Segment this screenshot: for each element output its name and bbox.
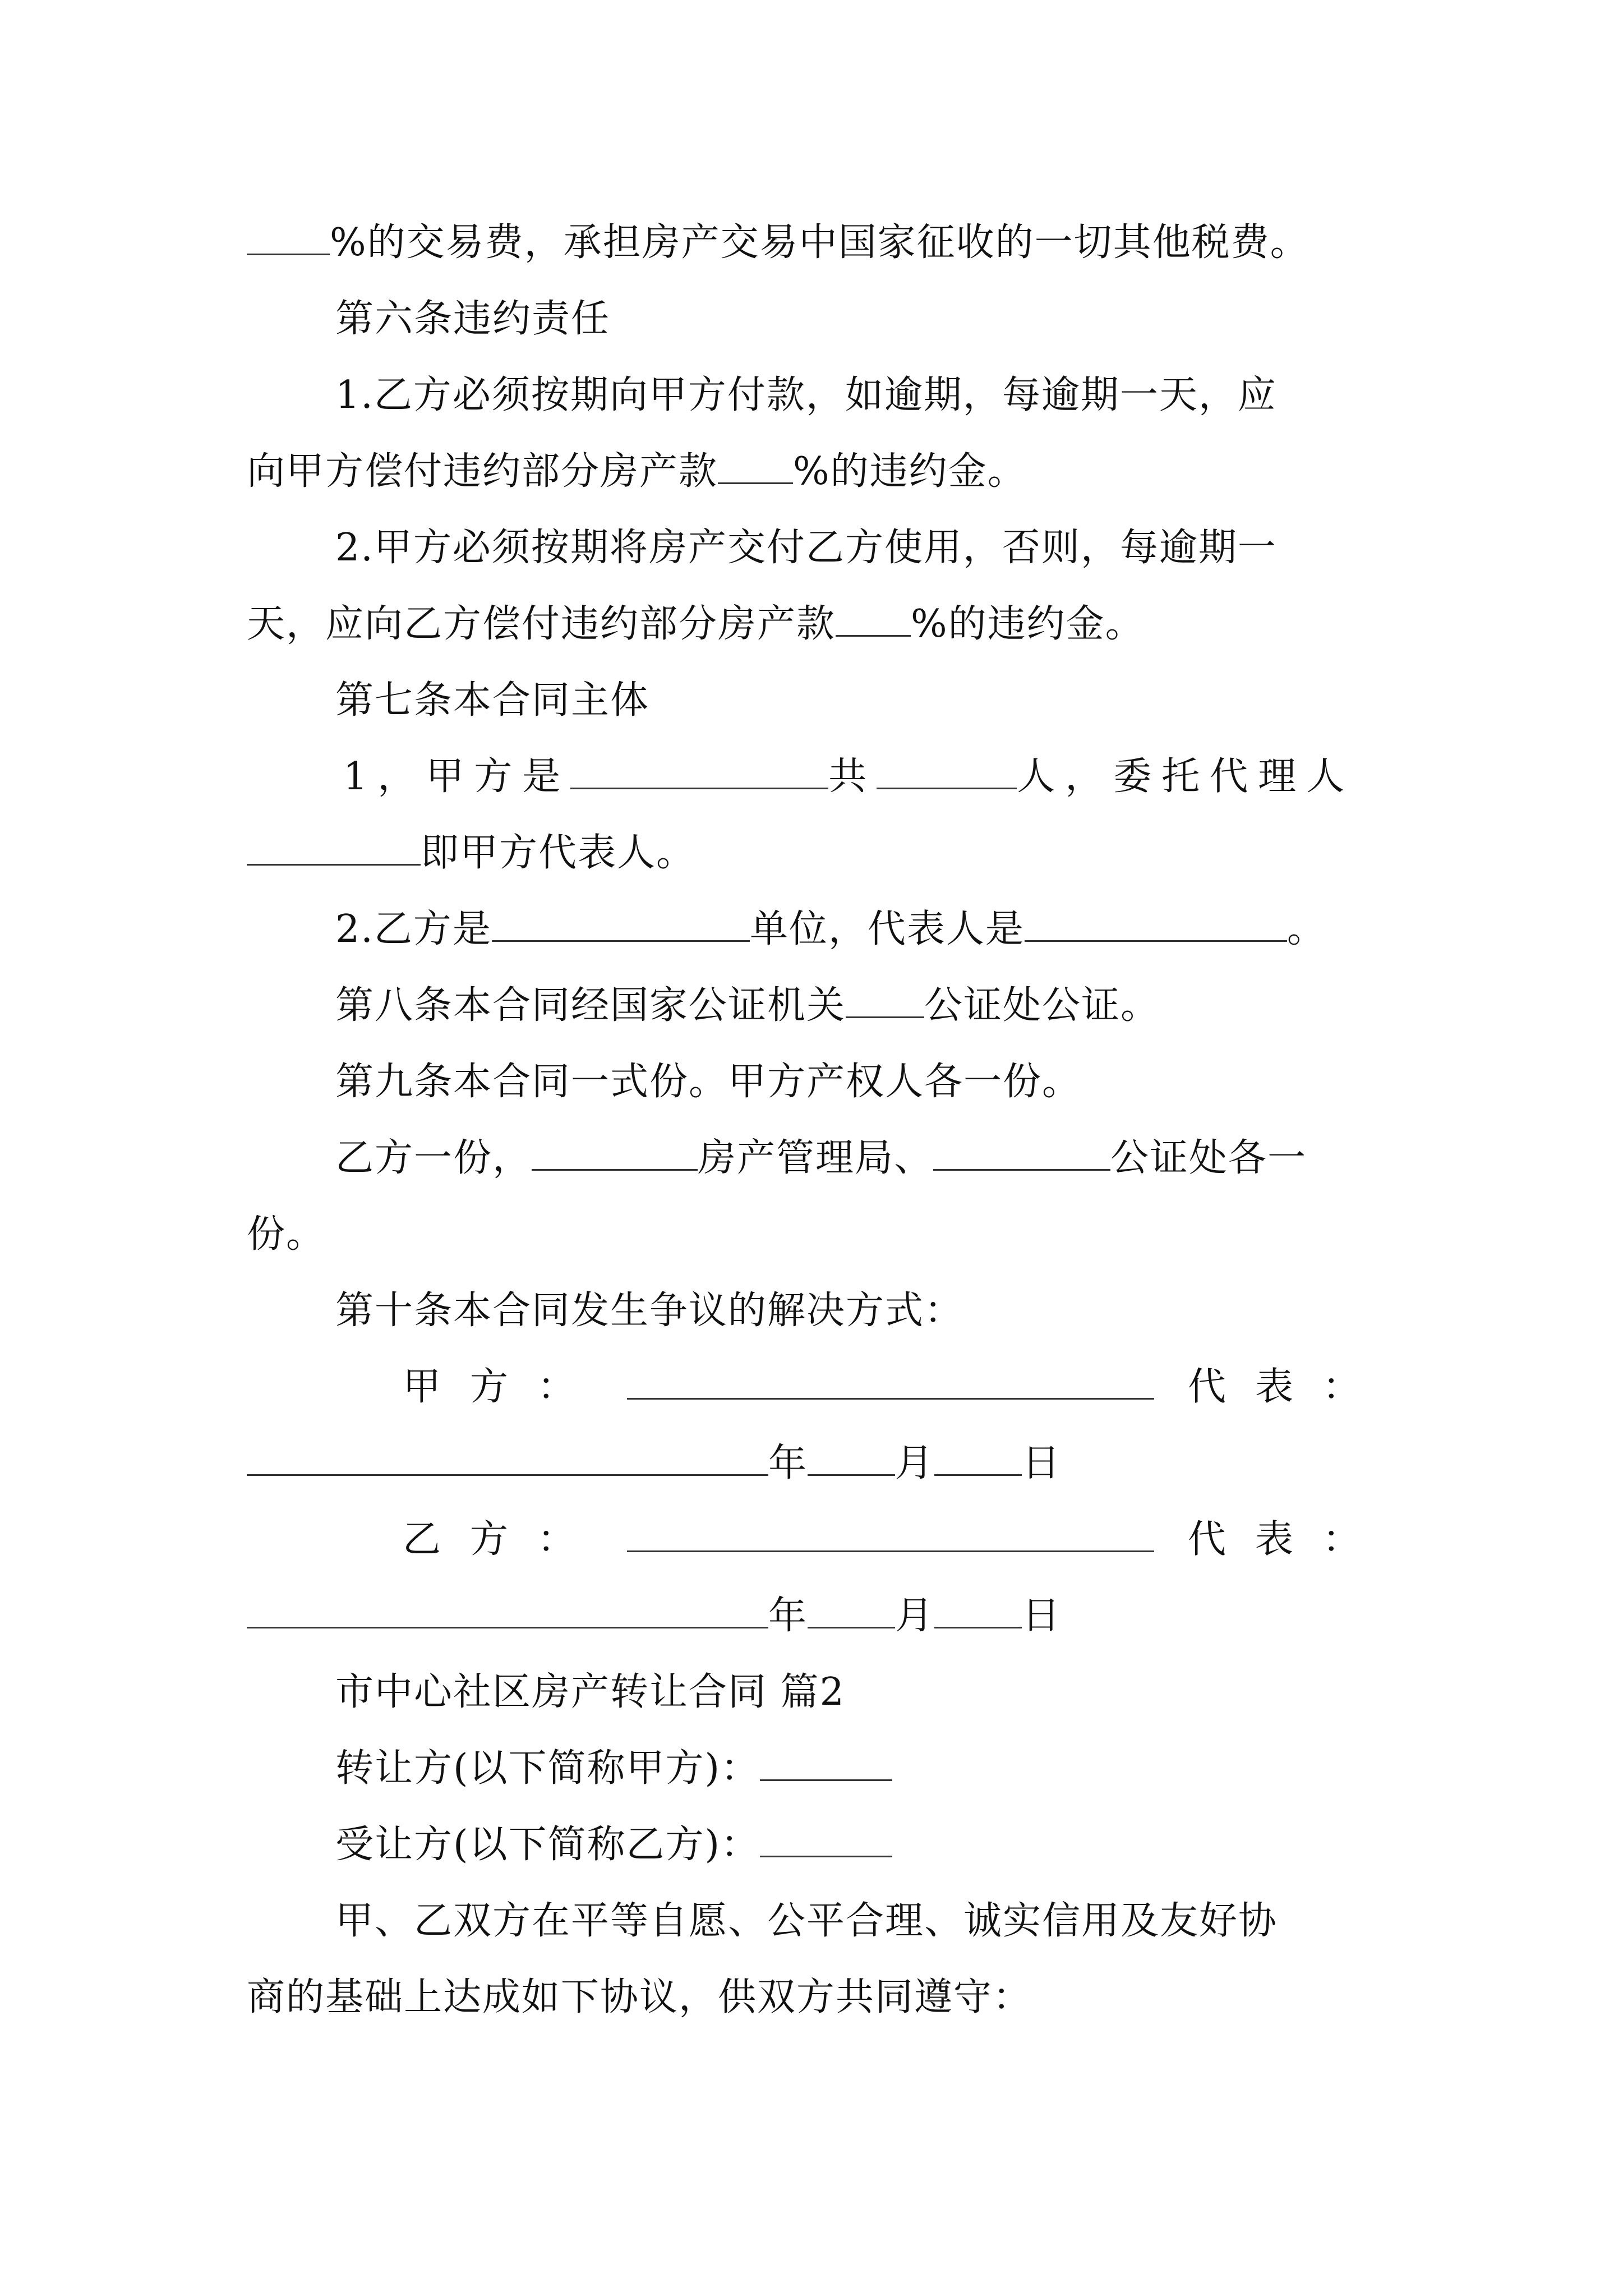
day-label: 日 <box>1022 1594 1062 1638</box>
fill-in-blank <box>877 753 1017 789</box>
representative-label: 代表： <box>1188 1365 1390 1409</box>
text-line <box>247 828 695 878</box>
fill-in-blank <box>627 1516 1154 1552</box>
text-segment: 单位，代表人是 <box>749 907 1025 951</box>
section-heading: 第七条本合同主体 <box>335 678 650 723</box>
text-segment: 乙方一份， <box>335 1136 532 1180</box>
party-a-label: 甲方： <box>403 1365 605 1409</box>
section-heading: 第十条本合同发生争议的解决方式： <box>335 1289 964 1333</box>
date-line <box>247 1591 1061 1641</box>
text-segment: 向甲方偿付违约部分房产款 <box>247 449 718 494</box>
signature-blank-line <box>627 1362 1154 1412</box>
fill-in-blank <box>760 1745 892 1781</box>
fill-in-blank <box>836 600 911 637</box>
text-line: 甲、乙双方在平等自愿、公平合理、诚实信用及友好协 <box>335 1899 1278 1943</box>
text-line <box>343 752 1354 802</box>
fill-in-blank <box>570 753 828 789</box>
text-segment: 天，应向乙方偿付违约部分房产款 <box>247 602 836 646</box>
fill-in-blank <box>718 448 793 484</box>
fill-in-blank <box>760 1821 892 1857</box>
day-label: 日 <box>1022 1441 1062 1485</box>
party-b-label: 乙方： <box>403 1517 605 1562</box>
representative-label-line <box>1188 1362 1390 1412</box>
text-segment: 公证处公证。 <box>924 983 1160 1028</box>
signature-line <box>403 1362 605 1412</box>
fill-in-blank <box>934 1592 1022 1628</box>
fill-in-blank <box>627 1363 1154 1400</box>
text-line <box>335 1133 1307 1184</box>
text-line: 1.乙方必须按期向甲方付款，如逾期，每逾期一天，应 <box>335 373 1277 417</box>
year-label: 年 <box>768 1594 808 1638</box>
fill-in-blank <box>492 905 750 942</box>
text-segment: 公证处各一 <box>1110 1136 1307 1180</box>
fill-in-blank <box>247 1592 768 1628</box>
text-line <box>247 599 1145 650</box>
text-line <box>247 447 1027 497</box>
text-line: 第九条本合同一式份。甲方产权人各一份。 <box>335 1060 1082 1104</box>
signature-line <box>403 1515 605 1565</box>
section-heading: 第六条违约责任 <box>335 297 611 341</box>
text-segment: 即甲方代表人。 <box>421 831 696 875</box>
year-label: 年 <box>768 1441 808 1485</box>
text-line: 商的基础上达成如下协议，供双方共同遵守： <box>247 1975 1032 2019</box>
text-segment: 房产管理局、 <box>698 1136 934 1180</box>
transferor-label: 转让方(以下简称甲方)： <box>335 1746 760 1791</box>
text-segment: %的交易费，承担房产交易中国家征收的一切其他税费。 <box>330 220 1310 265</box>
text-line <box>335 1743 892 1794</box>
text-segment: %的违约金。 <box>911 602 1145 646</box>
fill-in-blank <box>808 1439 895 1476</box>
text-segment: 人，委托代理人 <box>1017 754 1355 799</box>
text-segment: 2.乙方是 <box>335 907 492 951</box>
representative-label: 代表： <box>1188 1517 1390 1562</box>
date-line <box>247 1438 1061 1489</box>
document-subtitle: 市中心社区房产转让合同 篇2 <box>335 1670 845 1714</box>
text-line <box>335 1820 892 1870</box>
fill-in-blank <box>532 1134 698 1171</box>
text-line <box>335 981 1160 1031</box>
fill-in-blank <box>1025 905 1287 942</box>
text-segment: 。 <box>1287 907 1326 951</box>
representative-label-line <box>1188 1515 1390 1565</box>
text-line: 份。 <box>247 1212 326 1257</box>
text-segment: 第八条本合同经国家公证机关 <box>335 983 846 1028</box>
transferee-label: 受让方(以下简称乙方)： <box>335 1823 760 1867</box>
signature-blank-line <box>627 1515 1154 1565</box>
month-label: 月 <box>895 1441 935 1485</box>
text-line <box>335 904 1326 955</box>
text-segment: %的违约金。 <box>793 449 1027 494</box>
text-segment: 1，甲方是 <box>343 754 571 799</box>
text-line: 2.甲方必须按期将房产交付乙方使用，否则，每逾期一 <box>335 526 1277 570</box>
fill-in-blank <box>933 1134 1110 1171</box>
text-segment: 共 <box>828 754 877 799</box>
fill-in-blank <box>934 1439 1022 1476</box>
text-line <box>247 218 1310 268</box>
fill-in-blank <box>247 1439 768 1476</box>
fill-in-blank <box>247 219 330 255</box>
month-label: 月 <box>895 1594 935 1638</box>
fill-in-blank <box>808 1592 895 1628</box>
fill-in-blank <box>846 982 924 1018</box>
fill-in-blank <box>247 829 421 866</box>
